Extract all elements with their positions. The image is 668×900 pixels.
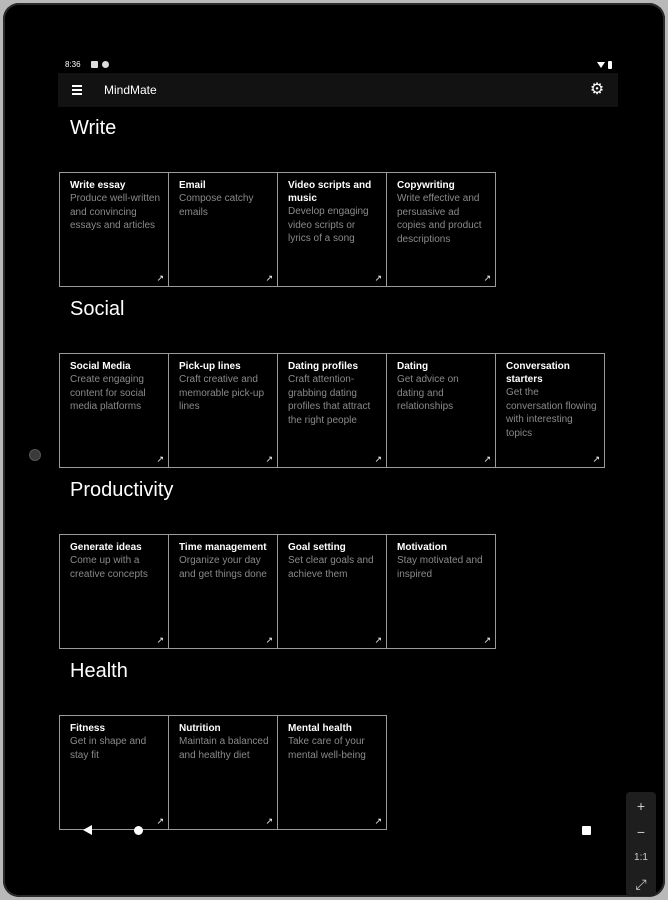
card-description: Develop engaging video scripts or lyrics of a song bbox=[288, 206, 369, 244]
section-title: Health bbox=[70, 660, 128, 682]
card-description: Stay motivated and inspired bbox=[397, 555, 483, 580]
card-fitness[interactable] bbox=[59, 715, 169, 830]
card-write-essay[interactable] bbox=[59, 172, 169, 287]
card-title: Write essay bbox=[70, 180, 126, 191]
card-motivation[interactable] bbox=[386, 534, 496, 649]
card-nutrition[interactable] bbox=[168, 715, 278, 830]
card-title: Motivation bbox=[397, 542, 447, 553]
menu-icon[interactable] bbox=[68, 80, 88, 100]
card-copywriting[interactable] bbox=[386, 172, 496, 287]
status-bar bbox=[58, 57, 618, 73]
card-mental-health[interactable] bbox=[277, 715, 387, 830]
card-title: Social Media bbox=[70, 361, 131, 372]
card-description: Create engaging content for social media platforms bbox=[70, 374, 146, 412]
back-button[interactable] bbox=[83, 825, 92, 835]
card-dating[interactable] bbox=[386, 353, 496, 468]
arrow-up-right-icon: ↗ bbox=[265, 454, 273, 464]
recents-button[interactable] bbox=[582, 826, 591, 835]
card-title: Dating bbox=[397, 361, 429, 372]
status-time: 8:36 bbox=[65, 60, 81, 69]
app-screen bbox=[58, 57, 618, 826]
card-email[interactable] bbox=[168, 172, 278, 287]
arrow-up-right-icon: ↗ bbox=[374, 273, 382, 283]
card-row bbox=[59, 353, 604, 468]
section-title: Social bbox=[70, 298, 125, 320]
tablet-frame bbox=[3, 3, 665, 897]
wifi-icon bbox=[597, 62, 605, 68]
arrow-up-right-icon: ↗ bbox=[265, 635, 273, 645]
card-title: Video scripts and music bbox=[288, 180, 372, 204]
card-description: Set clear goals and achieve them bbox=[288, 555, 374, 580]
card-video-scripts[interactable] bbox=[277, 172, 387, 287]
app-title: MindMate bbox=[104, 83, 157, 97]
card-title: Dating profiles bbox=[288, 361, 359, 372]
zoom-out-button[interactable]: − bbox=[636, 824, 646, 840]
sync-icon bbox=[102, 61, 109, 68]
card-title: Copywriting bbox=[397, 180, 455, 191]
card-description: Organize your day and get things done bbox=[179, 555, 267, 580]
actual-size-button[interactable]: 1:1 bbox=[634, 852, 648, 863]
section-title: Write bbox=[70, 117, 117, 139]
card-description: Produce well-written and convincing essays and articles bbox=[70, 193, 161, 231]
arrow-up-right-icon: ↗ bbox=[156, 816, 164, 826]
gear-icon[interactable]: ⚙ bbox=[589, 81, 605, 98]
arrow-up-right-icon: ↗ bbox=[156, 273, 164, 283]
card-pick-up-lines[interactable] bbox=[168, 353, 278, 468]
card-description: Maintain a balanced and healthy diet bbox=[179, 736, 269, 761]
arrow-up-right-icon: ↗ bbox=[156, 454, 164, 464]
card-row bbox=[59, 534, 495, 649]
card-row bbox=[59, 715, 386, 830]
arrow-up-right-icon: ↗ bbox=[483, 454, 491, 464]
arrow-up-right-icon: ↗ bbox=[265, 816, 273, 826]
arrow-up-right-icon: ↗ bbox=[374, 816, 382, 826]
emulator-toolbar bbox=[626, 792, 656, 896]
card-title: Goal setting bbox=[288, 542, 346, 553]
card-description: Take care of your mental well-being bbox=[288, 736, 366, 761]
card-description: Get advice on dating and relationships bbox=[397, 374, 459, 412]
content bbox=[58, 107, 618, 826]
card-generate-ideas[interactable] bbox=[59, 534, 169, 649]
zoom-in-button[interactable]: + bbox=[636, 798, 646, 814]
arrow-up-right-icon: ↗ bbox=[483, 635, 491, 645]
card-title: Conversation starters bbox=[506, 361, 570, 385]
card-description: Get in shape and stay fit bbox=[70, 736, 147, 761]
card-dating-profiles[interactable] bbox=[277, 353, 387, 468]
card-social-media[interactable] bbox=[59, 353, 169, 468]
card-title: Nutrition bbox=[179, 723, 221, 734]
arrow-up-right-icon: ↗ bbox=[483, 273, 491, 283]
arrow-up-right-icon: ↗ bbox=[156, 635, 164, 645]
card-description: Come up with a creative concepts bbox=[70, 555, 148, 580]
section-title: Productivity bbox=[70, 479, 174, 501]
app-bar bbox=[58, 73, 618, 107]
card-title: Generate ideas bbox=[70, 542, 142, 553]
battery-icon bbox=[608, 61, 612, 69]
arrow-up-right-icon: ↗ bbox=[374, 454, 382, 464]
card-goal-setting[interactable] bbox=[277, 534, 387, 649]
card-title: Time management bbox=[179, 542, 267, 553]
arrow-up-right-icon: ↗ bbox=[592, 454, 600, 464]
camera bbox=[29, 449, 41, 461]
card-description: Write effective and persuasive ad copies and product descriptions bbox=[397, 193, 482, 245]
card-conversation-starters[interactable] bbox=[495, 353, 605, 468]
notification-icon bbox=[91, 61, 98, 68]
card-title: Pick-up lines bbox=[179, 361, 241, 372]
card-title: Fitness bbox=[70, 723, 106, 734]
arrow-up-right-icon: ↗ bbox=[265, 273, 273, 283]
fit-screen-button[interactable]: ⤢ bbox=[635, 876, 647, 892]
card-description: Compose catchy emails bbox=[179, 193, 254, 218]
card-row bbox=[59, 172, 495, 287]
home-button[interactable] bbox=[134, 826, 143, 835]
arrow-up-right-icon: ↗ bbox=[374, 635, 382, 645]
card-description: Craft creative and memorable pick-up lines bbox=[179, 374, 265, 412]
card-title: Email bbox=[179, 180, 206, 191]
card-time-management[interactable] bbox=[168, 534, 278, 649]
card-description: Craft attention-grabbing dating profiles that attract the right people bbox=[288, 374, 371, 426]
card-description: Get the conversation flowing with interesting topics bbox=[506, 387, 597, 439]
card-title: Mental health bbox=[288, 723, 352, 734]
